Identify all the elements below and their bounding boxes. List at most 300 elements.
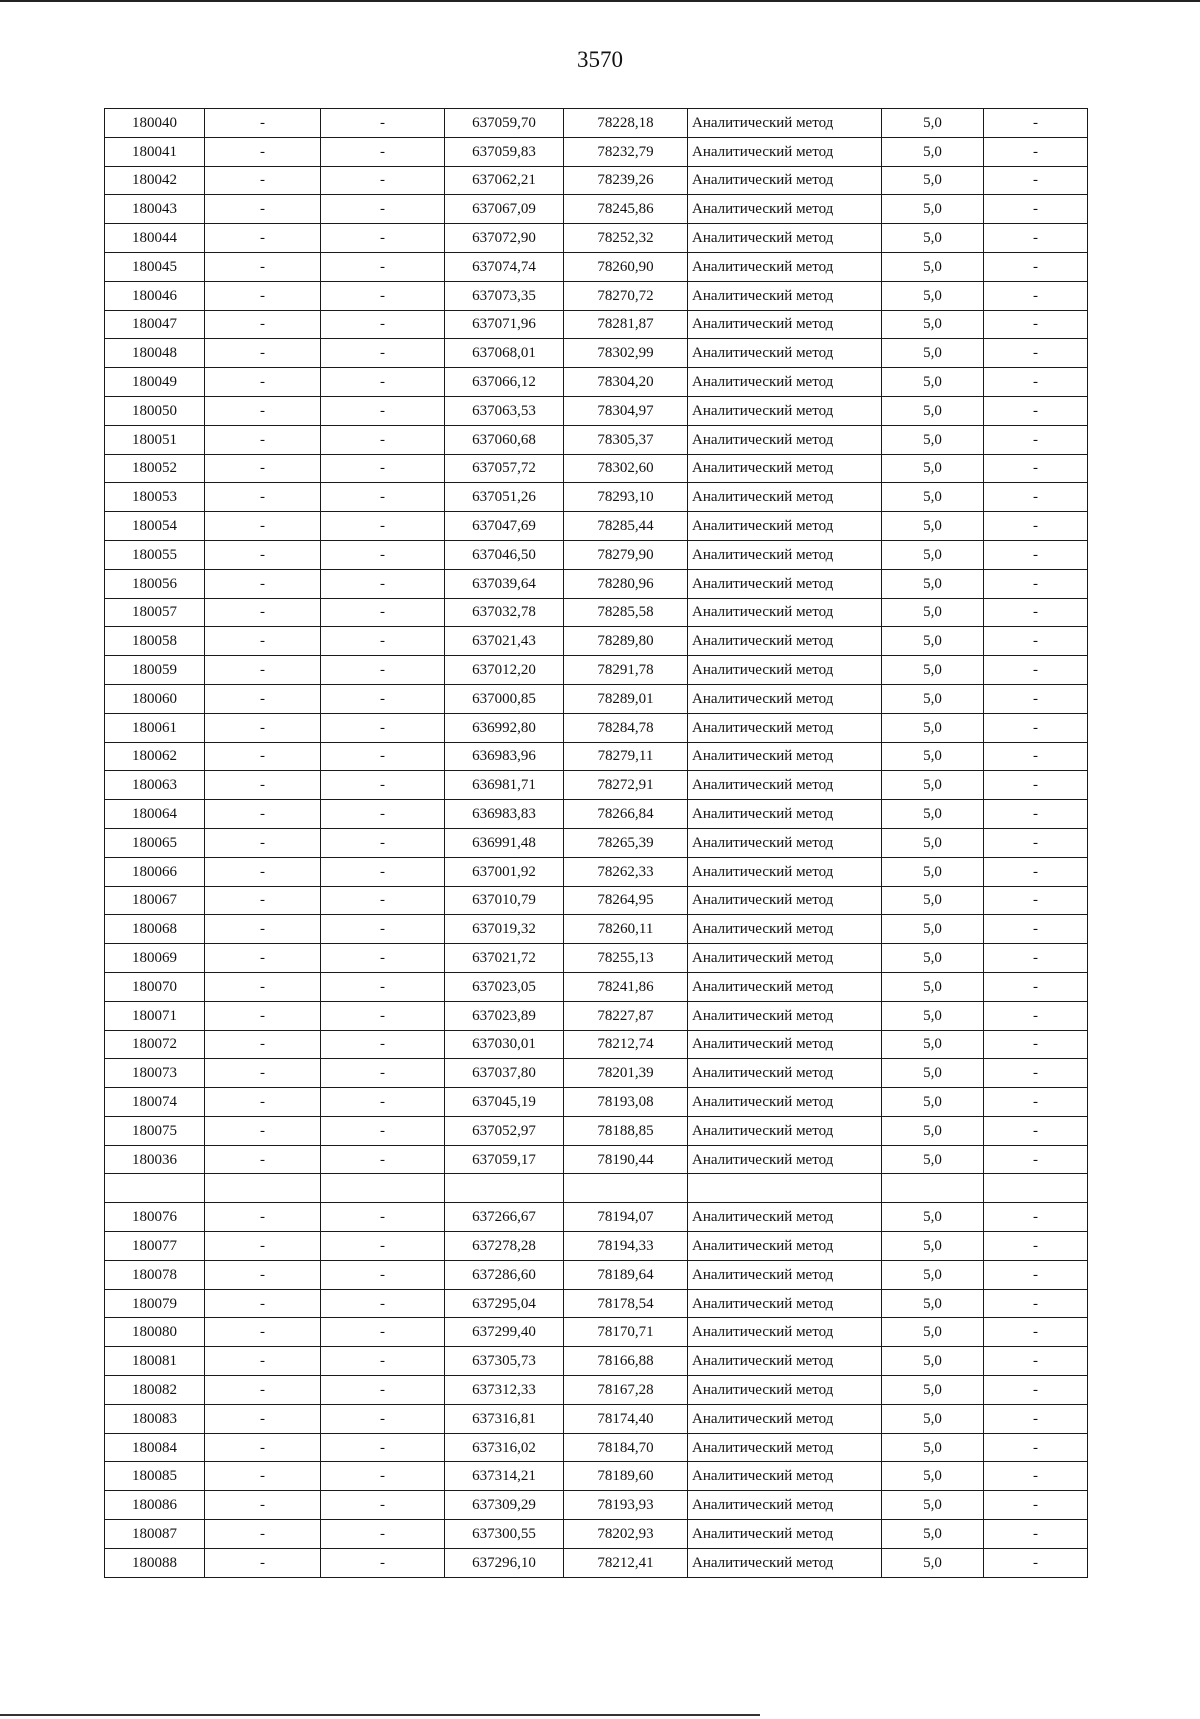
accuracy-cell: 5,0 [882,1116,984,1145]
method-cell: Аналитический метод [688,396,882,425]
method-cell: Аналитический метод [688,627,882,656]
dash-cell: - [984,1404,1088,1433]
dash-cell: - [205,1376,321,1405]
table-row [105,1404,1088,1433]
method-cell: Аналитический метод [688,195,882,224]
dash-cell: - [321,1520,445,1549]
dash-cell: - [205,828,321,857]
x-coordinate-cell: 637059,17 [445,1145,564,1174]
table-row [105,1145,1088,1174]
point-number-cell: 180060 [105,684,205,713]
dash-cell: - [205,713,321,742]
x-coordinate-cell: 637305,73 [445,1347,564,1376]
dash-cell: - [321,569,445,598]
x-coordinate-cell: 637296,10 [445,1548,564,1577]
dash-cell: - [205,1203,321,1232]
dash-cell: - [321,1462,445,1491]
dash-cell: - [984,1232,1088,1261]
point-number-cell: 180085 [105,1462,205,1491]
dash-cell: - [321,713,445,742]
point-number-cell: 180046 [105,281,205,310]
table-row [105,915,1088,944]
top-scan-rule [0,0,1200,2]
y-coordinate-cell: 78188,85 [564,1116,688,1145]
y-coordinate-cell: 78302,60 [564,454,688,483]
y-coordinate-cell: 78167,28 [564,1376,688,1405]
y-coordinate-cell: 78178,54 [564,1289,688,1318]
dash-cell: - [984,368,1088,397]
dash-cell: - [984,1548,1088,1577]
point-number-cell: 180069 [105,944,205,973]
y-coordinate-cell: 78289,01 [564,684,688,713]
dash-cell: - [984,109,1088,138]
table-row [105,598,1088,627]
point-number-cell: 180083 [105,1404,205,1433]
dash-cell: - [205,1347,321,1376]
y-coordinate-cell: 78212,41 [564,1548,688,1577]
table-row [105,425,1088,454]
point-number-cell: 180088 [105,1548,205,1577]
dash-cell: - [984,857,1088,886]
dash-cell: - [984,684,1088,713]
dash-cell: - [321,483,445,512]
dash-cell: - [205,1059,321,1088]
y-coordinate-cell: 78304,97 [564,396,688,425]
y-coordinate-cell: 78272,91 [564,771,688,800]
method-cell: Аналитический метод [688,684,882,713]
dash-cell: - [321,1059,445,1088]
point-number-cell: 180086 [105,1491,205,1520]
table-row [105,1030,1088,1059]
dash-cell: - [321,627,445,656]
accuracy-cell: 5,0 [882,224,984,253]
y-coordinate-cell: 78228,18 [564,109,688,138]
y-coordinate-cell: 78241,86 [564,972,688,1001]
dash-cell: - [321,1548,445,1577]
table-row [105,713,1088,742]
point-number-cell: 180042 [105,166,205,195]
dash-cell: - [205,252,321,281]
method-cell: Аналитический метод [688,512,882,541]
method-cell: Аналитический метод [688,857,882,886]
table-row [105,1347,1088,1376]
x-coordinate-cell: 637021,72 [445,944,564,973]
dash-cell: - [205,1318,321,1347]
y-coordinate-cell: 78305,37 [564,425,688,454]
point-number-cell: 180065 [105,828,205,857]
x-coordinate-cell: 637316,81 [445,1404,564,1433]
x-coordinate-cell: 637062,21 [445,166,564,195]
accuracy-cell: 5,0 [882,742,984,771]
table-row [105,454,1088,483]
x-coordinate-cell: 637066,12 [445,368,564,397]
accuracy-cell: 5,0 [882,569,984,598]
accuracy-cell: 5,0 [882,944,984,973]
dash-cell: - [205,368,321,397]
point-number-cell: 180073 [105,1059,205,1088]
accuracy-cell: 5,0 [882,684,984,713]
accuracy-cell: 5,0 [882,915,984,944]
y-coordinate-cell: 78201,39 [564,1059,688,1088]
accuracy-cell: 5,0 [882,1145,984,1174]
x-coordinate-cell: 637072,90 [445,224,564,253]
y-coordinate-cell: 78304,20 [564,368,688,397]
dash-cell: - [321,1232,445,1261]
x-coordinate-cell: 637030,01 [445,1030,564,1059]
dash-cell: - [321,1260,445,1289]
table-row [105,195,1088,224]
y-coordinate-cell: 78184,70 [564,1433,688,1462]
method-cell: Аналитический метод [688,1491,882,1520]
y-coordinate-cell: 78293,10 [564,483,688,512]
accuracy-cell: 5,0 [882,281,984,310]
accuracy-cell: 5,0 [882,1376,984,1405]
x-coordinate-cell: 637051,26 [445,483,564,512]
table-row [105,1376,1088,1405]
method-cell: Аналитический метод [688,713,882,742]
accuracy-cell: 5,0 [882,1462,984,1491]
accuracy-cell: 5,0 [882,252,984,281]
method-cell: Аналитический метод [688,252,882,281]
point-number-cell: 180056 [105,569,205,598]
y-coordinate-cell: 78227,87 [564,1001,688,1030]
y-coordinate-cell: 78212,74 [564,1030,688,1059]
y-coordinate-cell: 78265,39 [564,828,688,857]
point-number-cell: 180081 [105,1347,205,1376]
accuracy-cell: 5,0 [882,195,984,224]
dash-cell: - [205,1520,321,1549]
x-coordinate-cell: 637059,83 [445,137,564,166]
dash-cell: - [205,915,321,944]
x-coordinate-cell: 636992,80 [445,713,564,742]
dash-cell: - [205,771,321,800]
dash-cell: - [321,425,445,454]
dash-cell: - [205,540,321,569]
method-cell: Аналитический метод [688,1059,882,1088]
x-coordinate-cell: 637286,60 [445,1260,564,1289]
x-coordinate-cell: 637074,74 [445,252,564,281]
y-coordinate-cell: 78166,88 [564,1347,688,1376]
accuracy-cell: 5,0 [882,1059,984,1088]
table-row [105,857,1088,886]
accuracy-cell: 5,0 [882,972,984,1001]
point-number-cell: 180084 [105,1433,205,1462]
dash-cell: - [984,483,1088,512]
x-coordinate-cell: 637316,02 [445,1433,564,1462]
dash-cell: - [205,310,321,339]
method-cell: Аналитический метод [688,109,882,138]
point-number-cell: 180068 [105,915,205,944]
dash-cell: - [984,1260,1088,1289]
table-row [105,886,1088,915]
dash-cell [321,1174,445,1203]
y-coordinate-cell: 78170,71 [564,1318,688,1347]
y-coordinate-cell: 78266,84 [564,800,688,829]
method-cell: Аналитический метод [688,224,882,253]
method-cell: Аналитический метод [688,1548,882,1577]
method-cell [688,1174,882,1203]
accuracy-cell: 5,0 [882,656,984,685]
dash-cell: - [205,1001,321,1030]
dash-cell: - [984,396,1088,425]
dash-cell: - [321,339,445,368]
dash-cell: - [205,1232,321,1261]
table-row [105,137,1088,166]
point-number-cell: 180040 [105,109,205,138]
dash-cell: - [984,598,1088,627]
accuracy-cell: 5,0 [882,1289,984,1318]
dash-cell: - [984,1462,1088,1491]
dash-cell: - [321,857,445,886]
dash-cell: - [984,771,1088,800]
dash-cell: - [984,137,1088,166]
method-cell: Аналитический метод [688,1232,882,1261]
x-coordinate-cell: 637019,32 [445,915,564,944]
coordinates-table [104,108,1088,1578]
point-number-cell: 180048 [105,339,205,368]
dash-cell: - [321,1376,445,1405]
x-coordinate-cell: 636983,96 [445,742,564,771]
dash-cell: - [205,137,321,166]
dash-cell: - [321,166,445,195]
y-coordinate-cell: 78202,93 [564,1520,688,1549]
accuracy-cell: 5,0 [882,627,984,656]
y-coordinate-cell: 78260,90 [564,252,688,281]
accuracy-cell: 5,0 [882,483,984,512]
accuracy-cell: 5,0 [882,1030,984,1059]
accuracy-cell: 5,0 [882,1318,984,1347]
dash-cell: - [984,540,1088,569]
y-coordinate-cell: 78194,07 [564,1203,688,1232]
dash-cell: - [205,454,321,483]
dash-cell: - [321,1318,445,1347]
table-row [105,540,1088,569]
dash-cell: - [321,656,445,685]
table-row [105,1433,1088,1462]
accuracy-cell: 5,0 [882,166,984,195]
dash-cell: - [321,1491,445,1520]
point-number-cell: 180054 [105,512,205,541]
point-number-cell: 180055 [105,540,205,569]
x-coordinate-cell: 637300,55 [445,1520,564,1549]
dash-cell: - [205,1491,321,1520]
y-coordinate-cell: 78193,08 [564,1088,688,1117]
dash-cell: - [205,396,321,425]
method-cell: Аналитический метод [688,886,882,915]
dash-cell: - [984,944,1088,973]
dash-cell: - [984,1116,1088,1145]
dash-cell: - [205,684,321,713]
table-row [105,627,1088,656]
table-row [105,828,1088,857]
y-coordinate-cell: 78262,33 [564,857,688,886]
accuracy-cell: 5,0 [882,886,984,915]
dash-cell: - [984,627,1088,656]
method-cell: Аналитический метод [688,598,882,627]
dash-cell: - [984,1347,1088,1376]
dash-cell: - [984,512,1088,541]
method-cell: Аналитический метод [688,1030,882,1059]
dash-cell: - [205,109,321,138]
dash-cell: - [321,512,445,541]
method-cell: Аналитический метод [688,1203,882,1232]
dash-cell: - [321,224,445,253]
x-coordinate-cell: 637067,09 [445,195,564,224]
table-row [105,339,1088,368]
x-coordinate-cell: 637071,96 [445,310,564,339]
table-row [105,1232,1088,1261]
point-number-cell: 180052 [105,454,205,483]
dash-cell: - [984,1088,1088,1117]
method-cell: Аналитический метод [688,339,882,368]
table-row [105,224,1088,253]
accuracy-cell: 5,0 [882,396,984,425]
x-coordinate-cell: 637001,92 [445,857,564,886]
point-number-cell: 180043 [105,195,205,224]
dash-cell: - [205,1462,321,1491]
x-coordinate-cell: 637068,01 [445,339,564,368]
dash-cell: - [205,425,321,454]
table-row [105,1548,1088,1577]
table-row [105,1088,1088,1117]
method-cell: Аналитический метод [688,1116,882,1145]
point-number-cell: 180049 [105,368,205,397]
x-coordinate-cell: 637073,35 [445,281,564,310]
x-coordinate-cell: 636981,71 [445,771,564,800]
point-number-cell: 180066 [105,857,205,886]
point-number-cell: 180059 [105,656,205,685]
accuracy-cell: 5,0 [882,339,984,368]
dash-cell: - [321,1289,445,1318]
y-coordinate-cell: 78255,13 [564,944,688,973]
method-cell: Аналитический метод [688,454,882,483]
dash-cell: - [984,166,1088,195]
dash-cell: - [321,1088,445,1117]
point-number-cell [105,1174,205,1203]
table-row [105,1001,1088,1030]
method-cell: Аналитический метод [688,1001,882,1030]
table-row [105,368,1088,397]
table-row [105,656,1088,685]
table-body [105,109,1088,1578]
x-coordinate-cell: 637021,43 [445,627,564,656]
point-number-cell: 180080 [105,1318,205,1347]
dash-cell: - [984,569,1088,598]
dash-cell: - [321,944,445,973]
dash-cell [205,1174,321,1203]
y-coordinate-cell: 78270,72 [564,281,688,310]
dash-cell: - [321,828,445,857]
y-coordinate-cell: 78194,33 [564,1232,688,1261]
accuracy-cell: 5,0 [882,1347,984,1376]
point-number-cell: 180044 [105,224,205,253]
accuracy-cell: 5,0 [882,828,984,857]
accuracy-cell: 5,0 [882,713,984,742]
dash-cell: - [205,1289,321,1318]
dash-cell: - [984,1001,1088,1030]
point-number-cell: 180061 [105,713,205,742]
point-number-cell: 180062 [105,742,205,771]
accuracy-cell: 5,0 [882,310,984,339]
y-coordinate-cell: 78280,96 [564,569,688,598]
x-coordinate-cell: 637060,68 [445,425,564,454]
accuracy-cell: 5,0 [882,1088,984,1117]
x-coordinate-cell: 637295,04 [445,1289,564,1318]
dash-cell: - [205,1088,321,1117]
accuracy-cell: 5,0 [882,540,984,569]
dash-cell: - [321,281,445,310]
table-row [105,1520,1088,1549]
accuracy-cell: 5,0 [882,1548,984,1577]
accuracy-cell: 5,0 [882,1001,984,1030]
dash-cell: - [984,1059,1088,1088]
point-number-cell: 180074 [105,1088,205,1117]
accuracy-cell: 5,0 [882,425,984,454]
dash-cell: - [205,569,321,598]
dash-cell: - [205,742,321,771]
dash-cell: - [984,915,1088,944]
dash-cell [984,1174,1088,1203]
method-cell: Аналитический метод [688,944,882,973]
dash-cell: - [984,656,1088,685]
dash-cell: - [205,281,321,310]
method-cell: Аналитический метод [688,1088,882,1117]
point-number-cell: 180041 [105,137,205,166]
y-coordinate-cell: 78285,44 [564,512,688,541]
dash-cell: - [984,252,1088,281]
dash-cell: - [205,800,321,829]
table-row [105,972,1088,1001]
dash-cell: - [205,598,321,627]
point-number-cell: 180079 [105,1289,205,1318]
method-cell: Аналитический метод [688,483,882,512]
dash-cell: - [321,1203,445,1232]
x-coordinate-cell [445,1174,564,1203]
y-coordinate-cell: 78190,44 [564,1145,688,1174]
dash-cell: - [984,281,1088,310]
y-coordinate-cell: 78193,93 [564,1491,688,1520]
y-coordinate-cell: 78264,95 [564,886,688,915]
dash-cell: - [321,1347,445,1376]
dash-cell: - [984,1289,1088,1318]
point-number-cell: 180076 [105,1203,205,1232]
x-coordinate-cell: 637032,78 [445,598,564,627]
point-number-cell: 180064 [105,800,205,829]
method-cell: Аналитический метод [688,1289,882,1318]
y-coordinate-cell: 78279,11 [564,742,688,771]
dash-cell: - [984,886,1088,915]
y-coordinate-cell: 78289,80 [564,627,688,656]
x-coordinate-cell: 637063,53 [445,396,564,425]
table-row [105,1116,1088,1145]
dash-cell: - [205,1433,321,1462]
method-cell: Аналитический метод [688,828,882,857]
table-row [105,1059,1088,1088]
x-coordinate-cell: 637023,89 [445,1001,564,1030]
point-number-cell: 180082 [105,1376,205,1405]
dash-cell: - [984,1376,1088,1405]
method-cell: Аналитический метод [688,1318,882,1347]
method-cell: Аналитический метод [688,368,882,397]
point-number-cell: 180063 [105,771,205,800]
method-cell: Аналитический метод [688,281,882,310]
y-coordinate-cell: 78189,64 [564,1260,688,1289]
table-row [105,483,1088,512]
method-cell: Аналитический метод [688,1520,882,1549]
dash-cell: - [205,483,321,512]
dash-cell: - [984,1203,1088,1232]
accuracy-cell: 5,0 [882,857,984,886]
